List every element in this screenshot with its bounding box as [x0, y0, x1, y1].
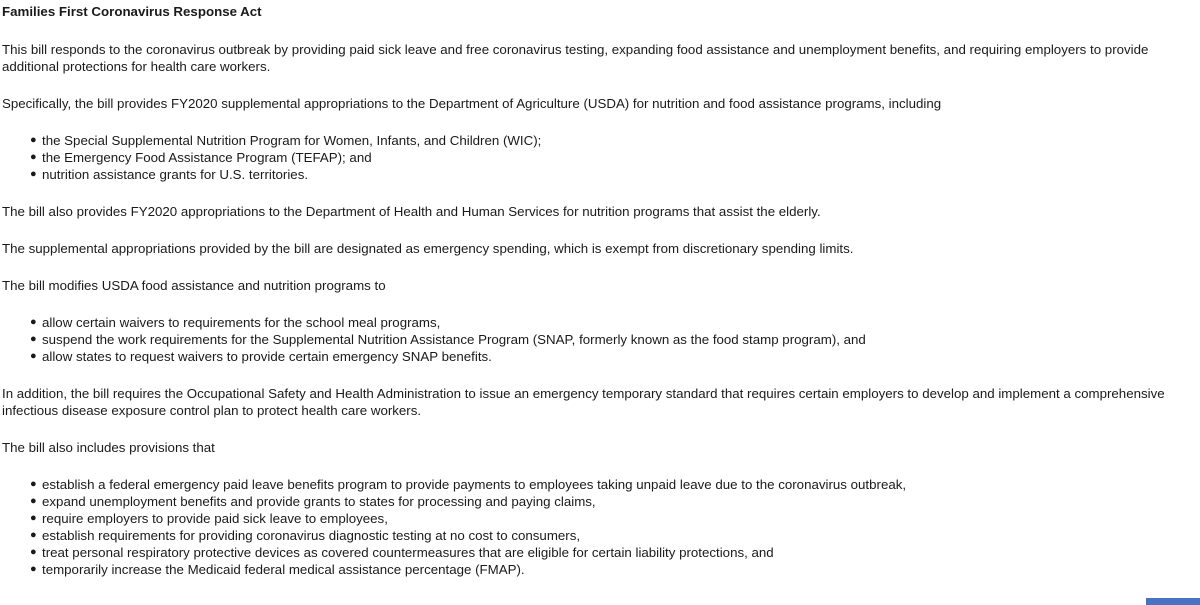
- bullet-icon: ●: [30, 563, 37, 575]
- bullet-icon: ●: [30, 168, 37, 180]
- summary-paragraph-provisions: The bill also includes provisions that: [2, 440, 215, 455]
- bill-summary: [2, 3, 1192, 598]
- bullet-icon: ●: [30, 350, 37, 362]
- summary-paragraph-intro: This bill responds to the coronavirus outbreak by providing paid sick leave and free coronavirus testing, expanding food assistance and unemployment benefits, and requiring employers to provide additional protections for health care workers.: [2, 42, 1149, 74]
- summary-paragraph-usda: Specifically, the bill provides FY2020 supplemental appropriations to the Department of Agriculture (USDA) for nutrition and food assistance programs, including: [2, 96, 942, 111]
- bullet-icon: ●: [30, 512, 37, 524]
- usda-modifications-list: [2, 314, 1192, 365]
- list-item: ● establish a federal emergency paid leave benefits program to provide payments to employees taking unpaid leave due to the coronavirus outbreak,: [30, 477, 907, 492]
- bullet-icon: ●: [30, 495, 37, 507]
- bullet-icon: ●: [30, 529, 37, 541]
- list-item: ● temporarily increase the Medicaid federal medical assistance percentage (FMAP).: [30, 562, 525, 577]
- bullet-icon: ●: [30, 151, 37, 163]
- provisions-list: [2, 476, 1192, 578]
- summary-paragraph-modifies: The bill modifies USDA food assistance and nutrition programs to: [2, 278, 386, 293]
- document-title: Families First Coronavirus Response Act: [2, 4, 262, 19]
- list-item: ● the Special Supplemental Nutrition Program for Women, Infants, and Children (WIC);: [30, 133, 542, 148]
- list-item: ● require employers to provide paid sick leave to employees,: [30, 511, 388, 526]
- list-item: ● the Emergency Food Assistance Program (TEFAP); and: [30, 150, 372, 165]
- list-item: ● treat personal respiratory protective devices as covered countermeasures that are eligible for certain liability protections, and: [30, 545, 774, 560]
- bullet-icon: ●: [30, 316, 37, 328]
- bullet-icon: ●: [30, 478, 37, 490]
- bullet-icon: ●: [30, 134, 37, 146]
- bullet-icon: ●: [30, 333, 37, 345]
- usda-programs-list: [2, 132, 1192, 183]
- list-item: ● expand unemployment benefits and provide grants to states for processing and paying claims,: [30, 494, 596, 509]
- bullet-icon: ●: [30, 546, 37, 558]
- summary-paragraph-osha: In addition, the bill requires the Occupational Safety and Health Administration to issue an emergency temporary standard that requires certain employers to develop and implement a comprehensive infectious disease exposure control plan to protect health care workers.: [2, 386, 1165, 418]
- list-item: ● allow certain waivers to requirements for the school meal programs,: [30, 315, 441, 330]
- summary-paragraph-emergency: The supplemental appropriations provided by the bill are designated as emergency spending, which is exempt from discretionary spending limits.: [2, 241, 854, 256]
- list-item: ● establish requirements for providing coronavirus diagnostic testing at no cost to consumers,: [30, 528, 581, 543]
- list-item: ● suspend the work requirements for the Supplemental Nutrition Assistance Program (SNAP, formerly known as the food stamp program), and: [30, 332, 866, 347]
- summary-paragraph-hhs: The bill also provides FY2020 appropriations to the Department of Health and Human Services for nutrition programs that assist the elderly.: [2, 204, 821, 219]
- list-item: ● allow states to request waivers to provide certain emergency SNAP benefits.: [30, 349, 492, 364]
- corner-accent-bar: [1146, 598, 1200, 605]
- list-item: ● nutrition assistance grants for U.S. territories.: [30, 167, 309, 182]
